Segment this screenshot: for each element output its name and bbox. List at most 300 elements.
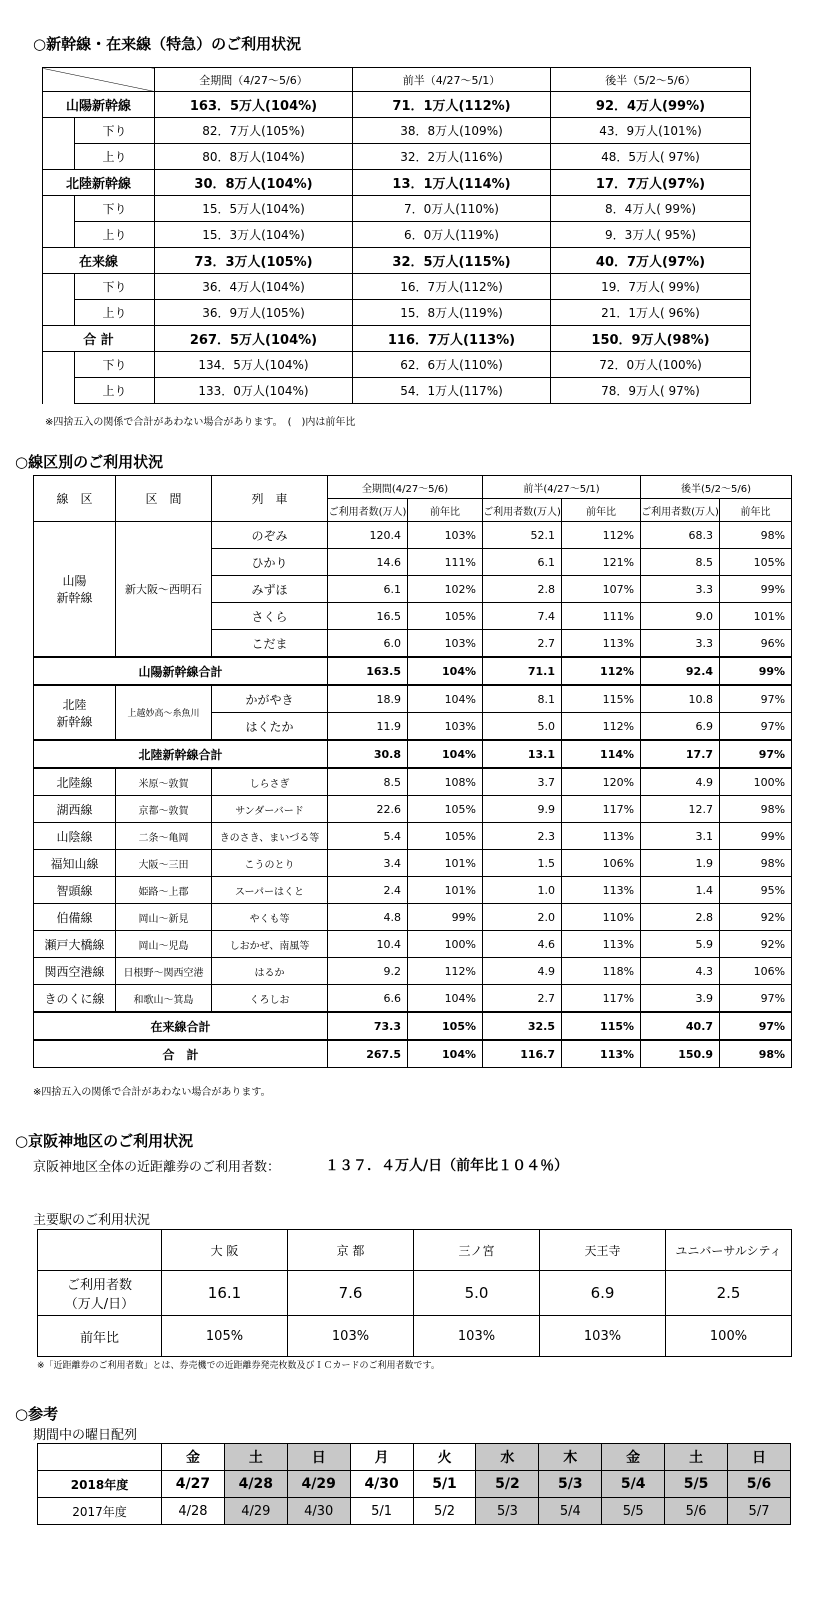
grand-total-label: 合 計 [34,1040,328,1068]
summary-label: 京阪神地区全体の近距離券のご利用者数： [33,1160,281,1175]
train-name: きのさき、まいづる等 [212,823,328,850]
date-cell: 5/5 [602,1498,665,1525]
value-cell: 112% [562,522,641,549]
train-row [34,985,792,1013]
ratio-subheader: 前年比 [720,499,792,522]
section3-title: ○京阪神地区のご利用状況 [15,1132,194,1150]
value-cell: 3.1 [641,823,720,850]
direction-value: 8．4万人( 99%) [551,196,751,222]
group-total-row [43,170,751,196]
value-cell: 113% [562,1040,641,1068]
direction-row [43,196,751,222]
direction-value: 16．7万人(112%) [353,274,551,300]
value-cell: 4.9 [641,768,720,796]
value-cell: 103% [408,522,483,549]
section-name: 和歌山～箕島 [116,985,212,1013]
value-cell: 8.1 [483,685,562,713]
section-name: 岡山～児島 [116,931,212,958]
date-cell: 4/28 [224,1471,287,1498]
value-cell: 113% [562,823,641,850]
value-cell: 115% [562,1012,641,1040]
usage-subheader: ご利用者数(万人) [641,499,720,522]
value-cell: 150.9 [641,1040,720,1068]
direction-value: 15．3万人(104%) [155,222,353,248]
section-name: 二条～亀岡 [116,823,212,850]
line-name: 智頭線 [34,877,116,904]
value-cell: 113% [562,630,641,658]
value-cell: 99% [720,576,792,603]
value-cell: 117% [562,796,641,823]
section-name: 日根野～関西空港 [116,958,212,985]
value-cell: 71.1 [483,657,562,685]
value-cell: 3.4 [328,850,408,877]
direction-row [43,352,751,378]
value-cell: 112% [408,958,483,985]
date-cell: 5/6 [665,1498,728,1525]
direction-value: 62．6万人(110%) [353,352,551,378]
subtotal-row [34,740,792,768]
group-name: 在来線 [43,248,155,274]
group-total-value: 17．7万人(97%) [551,170,751,196]
value-cell: 68.3 [641,522,720,549]
direction-value: 7．0万人(110%) [353,196,551,222]
direction-value: 48．5万人( 97%) [551,144,751,170]
section4-title: ○参考 [15,1405,59,1423]
value-cell: 163.5 [328,657,408,685]
subtotal-row [34,1012,792,1040]
train-row [34,904,792,931]
section-name: 米原～敦賀 [116,768,212,796]
station-name: 京 都 [288,1230,414,1271]
direction-value: 32．2万人(116%) [353,144,551,170]
direction-value: 36．9万人(105%) [155,300,353,326]
value-cell: 7.4 [483,603,562,630]
section4-subtitle: 期間中の曜日配列 [33,1428,138,1443]
value-cell: 1.4 [641,877,720,904]
value-cell: 103% [408,630,483,658]
value-cell: 100% [408,931,483,958]
group-total-value: 267．5万人(104%) [155,326,353,352]
direction-value: 15．5万人(104%) [155,196,353,222]
indent-cell [43,378,75,404]
value-cell: 117% [562,985,641,1013]
group-name: 合 計 [43,326,155,352]
value-cell: 98% [720,1040,792,1068]
value-cell: 106% [720,958,792,985]
value-cell: 3.3 [641,630,720,658]
section1-note: ※四捨五入の関係で合計があわない場合があります。 ( )内は前年比 [45,417,356,428]
group-total-value: 73．3万人(105%) [155,248,353,274]
group-total-value: 30．8万人(104%) [155,170,353,196]
train-name: さくら [212,603,328,630]
line-name: 関西空港線 [34,958,116,985]
value-cell: 8.5 [641,549,720,576]
value-cell: 10.8 [641,685,720,713]
direction-value: 82．7万人(105%) [155,118,353,144]
ratio-row [38,1316,792,1357]
weekday-cell: 土 [665,1444,728,1471]
usage-value: 2.5 [666,1271,792,1316]
date-cell: 5/1 [350,1498,413,1525]
value-cell: 105% [408,823,483,850]
train-name: ひかり [212,549,328,576]
value-cell: 120.4 [328,522,408,549]
line-name: 北陸線 [34,768,116,796]
period-header: 前半(4/27～5/1) [483,476,641,499]
value-cell: 92% [720,931,792,958]
date-cell: 4/30 [287,1498,350,1525]
value-cell: 103% [408,713,483,741]
value-cell: 18.9 [328,685,408,713]
direction-row [43,144,751,170]
value-cell: 9.9 [483,796,562,823]
year-label: 2018年度 [38,1471,162,1498]
value-cell: 3.9 [641,985,720,1013]
value-cell: 113% [562,877,641,904]
value-cell: 105% [408,1012,483,1040]
value-cell: 17.7 [641,740,720,768]
direction-value: 72．0万人(100%) [551,352,751,378]
ratio-value: 103% [288,1316,414,1357]
value-cell: 120% [562,768,641,796]
weekday-cell: 水 [476,1444,539,1471]
period-header: 前半（4/27～5/1） [353,68,551,92]
date-cell: 5/6 [728,1471,791,1498]
line-name: きのくに線 [34,985,116,1013]
usage-value: 16.1 [162,1271,288,1316]
value-cell: 6.1 [328,576,408,603]
value-cell: 104% [408,985,483,1013]
value-cell: 111% [562,603,641,630]
direction-value: 134．5万人(104%) [155,352,353,378]
date-cell: 5/5 [665,1471,728,1498]
date-cell: 5/3 [476,1498,539,1525]
value-cell: 6.6 [328,985,408,1013]
indent-cell [43,352,75,378]
value-cell: 14.6 [328,549,408,576]
direction-label: 下り [75,274,155,300]
section2-title: ○線区別のご利用状況 [15,453,164,471]
line-name: 福知山線 [34,850,116,877]
line-name: 山陰線 [34,823,116,850]
section-name: 岡山～新見 [116,904,212,931]
usage-value: 6.9 [540,1271,666,1316]
value-cell: 118% [562,958,641,985]
indent-cell [43,222,75,248]
train-name: みずほ [212,576,328,603]
indent-cell [43,274,75,300]
train-name: サンダーバード [212,796,328,823]
station-name: 三ノ宮 [414,1230,540,1271]
value-cell: 1.9 [641,850,720,877]
group-total-value: 13．1万人(114%) [353,170,551,196]
value-cell: 97% [720,685,792,713]
train-row [34,850,792,877]
value-cell: 9.2 [328,958,408,985]
usage-subheader: ご利用者数(万人) [328,499,408,522]
ratio-value: 103% [414,1316,540,1357]
section-name: 新大阪～西明石 [116,522,212,658]
value-cell: 40.7 [641,1012,720,1040]
ratio-value: 100% [666,1316,792,1357]
date-cell: 4/27 [162,1471,225,1498]
train-name: しらさぎ [212,768,328,796]
station-name: 大 阪 [162,1230,288,1271]
date-cell: 4/28 [162,1498,225,1525]
usage-label: ご利用者数 （万人/日） [38,1271,162,1316]
indent-cell [43,196,75,222]
group-name: 山陽新幹線 [43,92,155,118]
value-cell: 4.3 [641,958,720,985]
value-cell: 101% [408,850,483,877]
period-header: 後半(5/2～5/6) [641,476,792,499]
value-cell: 267.5 [328,1040,408,1068]
group-total-value: 92．4万人(99%) [551,92,751,118]
value-cell: 99% [720,823,792,850]
indent-cell [43,118,75,144]
section3-note: ※「近距離券のご利用者数」とは、券売機での近距離券発売枚数及びＩＣカードのご利用者数です。 [37,1361,440,1371]
train-row [34,958,792,985]
value-cell: 11.9 [328,713,408,741]
value-cell: 105% [720,549,792,576]
date-cell: 5/3 [539,1471,602,1498]
value-cell: 8.5 [328,768,408,796]
value-cell: 2.0 [483,904,562,931]
value-cell: 16.5 [328,603,408,630]
group-total-row [43,326,751,352]
value-cell: 97% [720,713,792,741]
weekday-cell: 月 [350,1444,413,1471]
header-row [34,476,792,499]
weekday-cell: 金 [602,1444,665,1471]
direction-value: 6．0万人(119%) [353,222,551,248]
line-name: 伯備線 [34,904,116,931]
header-row [43,68,751,92]
indent-cell [43,144,75,170]
value-cell: 104% [408,685,483,713]
train-name: しおかぜ、南風等 [212,931,328,958]
direction-label: 下り [75,196,155,222]
section-name: 大阪～三田 [116,850,212,877]
period-header: 後半（5/2～5/6） [551,68,751,92]
usage-subheader: ご利用者数(万人) [483,499,562,522]
value-cell: 98% [720,796,792,823]
train-name: はるか [212,958,328,985]
usage-value: 5.0 [414,1271,540,1316]
value-cell: 4.9 [483,958,562,985]
weekday-cell: 日 [728,1444,791,1471]
value-cell: 73.3 [328,1012,408,1040]
value-cell: 104% [408,1040,483,1068]
value-cell: 97% [720,740,792,768]
train-name: こうのとり [212,850,328,877]
value-cell: 99% [720,657,792,685]
value-cell: 114% [562,740,641,768]
weekday-table [37,1443,791,1525]
train-name: やくも等 [212,904,328,931]
value-cell: 6.1 [483,549,562,576]
line-name: 山陽 新幹線 [34,522,116,658]
value-cell: 1.0 [483,877,562,904]
weekday-row [38,1444,791,1471]
value-cell: 104% [408,740,483,768]
date-cell: 5/7 [728,1498,791,1525]
direction-label: 上り [75,144,155,170]
empty-corner-cell [38,1230,162,1271]
diagonal-corner-cell [43,68,155,92]
train-row [34,931,792,958]
section-name: 上越妙高～糸魚川 [116,685,212,740]
value-cell: 104% [408,657,483,685]
value-cell: 98% [720,522,792,549]
weekday-cell: 木 [539,1444,602,1471]
line-name: 北陸 新幹線 [34,685,116,740]
group-total-row [43,92,751,118]
value-cell: 121% [562,549,641,576]
direction-value: 19．7万人( 99%) [551,274,751,300]
value-cell: 106% [562,850,641,877]
value-cell: 99% [408,904,483,931]
value-cell: 95% [720,877,792,904]
value-cell: 115% [562,685,641,713]
value-cell: 6.9 [641,713,720,741]
value-cell: 96% [720,630,792,658]
value-cell: 113% [562,931,641,958]
train-row [34,823,792,850]
value-cell: 116.7 [483,1040,562,1068]
direction-value: 78．9万人( 97%) [551,378,751,404]
value-cell: 22.6 [328,796,408,823]
value-cell: 1.5 [483,850,562,877]
value-cell: 30.8 [328,740,408,768]
direction-row [43,274,751,300]
train-name: スーパーはくと [212,877,328,904]
group-total-value: 150．9万人(98%) [551,326,751,352]
value-cell: 112% [562,657,641,685]
header-row [38,1230,792,1271]
value-cell: 5.9 [641,931,720,958]
station-table [37,1229,792,1357]
value-cell: 97% [720,985,792,1013]
ratio-subheader: 前年比 [562,499,641,522]
direction-value: 38．8万人(109%) [353,118,551,144]
direction-row [43,222,751,248]
value-cell: 102% [408,576,483,603]
subtotal-row [34,657,792,685]
section-name: 京都～敦賀 [116,796,212,823]
station-name: 天王寺 [540,1230,666,1271]
train-name: かがやき [212,685,328,713]
value-cell: 4.6 [483,931,562,958]
value-cell: 5.0 [483,713,562,741]
line-breakdown-table [33,475,792,1068]
period-header: 全期間(4/27～5/6) [328,476,483,499]
value-cell: 111% [408,549,483,576]
train-row [34,522,792,549]
period-header: 全期間（4/27～5/6） [155,68,353,92]
value-cell: 2.7 [483,985,562,1013]
direction-label: 下り [75,118,155,144]
value-cell: 3.7 [483,768,562,796]
direction-row [43,300,751,326]
section2-note: ※四捨五入の関係で合計があわない場合があります。 [33,1087,271,1098]
direction-label: 上り [75,300,155,326]
indent-cell [43,300,75,326]
value-cell: 12.7 [641,796,720,823]
section3-subtitle: 主要駅のご利用状況 [33,1213,151,1228]
date-cell: 4/30 [350,1471,413,1498]
train-row [34,877,792,904]
direction-label: 上り [75,378,155,404]
value-cell: 10.4 [328,931,408,958]
date-cell: 5/4 [539,1498,602,1525]
col-train-header: 列 車 [212,476,328,522]
train-name: こだま [212,630,328,658]
value-cell: 92.4 [641,657,720,685]
direction-value: 43．9万人(101%) [551,118,751,144]
date-cell: 5/4 [602,1471,665,1498]
col-line-header: 線 区 [34,476,116,522]
value-cell: 2.8 [483,576,562,603]
group-total-value: 32．5万人(115%) [353,248,551,274]
direction-row [43,378,751,404]
value-cell: 100% [720,768,792,796]
direction-value: 54．1万人(117%) [353,378,551,404]
train-name: はくたか [212,713,328,741]
value-cell: 13.1 [483,740,562,768]
value-cell: 9.0 [641,603,720,630]
year-label: 2017年度 [38,1498,162,1525]
ratio-value: 103% [540,1316,666,1357]
ratio-label: 前年比 [38,1316,162,1357]
value-cell: 101% [408,877,483,904]
direction-value: 133．0万人(104%) [155,378,353,404]
train-row [34,768,792,796]
direction-label: 下り [75,352,155,378]
value-cell: 52.1 [483,522,562,549]
weekday-cell: 火 [413,1444,476,1471]
summary-value: １３７．４万人/日（前年比１０４％） [325,1158,569,1174]
value-cell: 105% [408,603,483,630]
ratio-value: 105% [162,1316,288,1357]
section-name: 姫路～上郡 [116,877,212,904]
line-name: 瀬戸大橋線 [34,931,116,958]
direction-value: 15．8万人(119%) [353,300,551,326]
value-cell: 6.0 [328,630,408,658]
station-name: ユニバーサルシティ [666,1230,792,1271]
weekday-cell: 土 [224,1444,287,1471]
usage-value: 7.6 [288,1271,414,1316]
train-row [34,685,792,713]
weekday-cell: 金 [162,1444,225,1471]
date-cell: 5/2 [476,1471,539,1498]
date-cell: 4/29 [224,1498,287,1525]
group-total-value: 116．7万人(113%) [353,326,551,352]
group-total-value: 40．7万人(97%) [551,248,751,274]
grand-total-row [34,1040,792,1068]
value-cell: 3.3 [641,576,720,603]
shinkansen-summary-table [42,67,751,404]
train-name: のぞみ [212,522,328,549]
subtotal-label: 在来線合計 [34,1012,328,1040]
value-cell: 101% [720,603,792,630]
value-cell: 107% [562,576,641,603]
value-cell: 98% [720,850,792,877]
date-cell: 5/2 [413,1498,476,1525]
train-name: くろしお [212,985,328,1013]
value-cell: 97% [720,1012,792,1040]
subtotal-label: 北陸新幹線合計 [34,740,328,768]
